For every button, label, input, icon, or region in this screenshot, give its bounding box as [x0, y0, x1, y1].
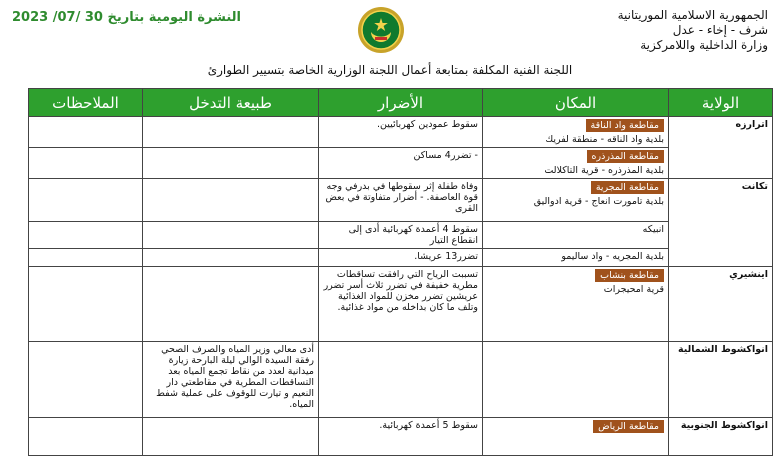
damage-cell: سقوط 5 أعمدة كهربائية.: [319, 418, 483, 456]
header-intervention: طبيعة التدخل: [143, 89, 319, 117]
district-tag: مقاطعة المجرية: [591, 181, 664, 194]
header-damage: الأضرار: [319, 89, 483, 117]
table-row: [29, 179, 773, 222]
place-cell: [483, 418, 669, 456]
wilaya-cell: اينشيري: [669, 267, 773, 342]
district-tag: مقاطعة الرياض: [593, 420, 664, 433]
wilaya-cell: اترارزه: [669, 117, 773, 179]
damage-cell: سقوط 4 أعمدة كهربائية أدى إلى انقطاع التيار: [319, 222, 483, 249]
wilaya-cell: تكانت: [669, 179, 773, 267]
notes-cell: [29, 179, 143, 222]
header-place: المكان: [483, 89, 669, 117]
table-row: [29, 222, 773, 249]
place-name: بلدية المجريه - واد ساليمو: [561, 251, 664, 262]
table-row: [29, 418, 773, 456]
intervention-cell: [143, 148, 319, 179]
damage-cell: تسببت الرياح التي رافقت تساقطات مطرية خفيفة في تضرر ثلاث أسر تضرر عريشين تضرر مخزن للمواد الغذائية وتلف ما كان بداخله من مواد غذائية.: [319, 267, 483, 342]
intervention-cell: [143, 179, 319, 222]
place-name: بلدية تامورت انعاج - قرية ادواليق: [533, 196, 664, 207]
damage-cell: - تضرر4 مساكن: [319, 148, 483, 179]
district-tag: مقاطعة واد الناقة: [586, 119, 664, 132]
damage-cell: سقوط عمودين كهربائيين.: [319, 117, 483, 148]
intervention-cell: [143, 117, 319, 148]
place-name: قرية امحيجرات: [603, 284, 664, 295]
republic-block: [618, 8, 768, 53]
damage-cell: تضرر13 عريشا.: [319, 249, 483, 267]
notes-cell: [29, 267, 143, 342]
notes-cell: [29, 342, 143, 418]
district-tag: مقاطعة بنشاب: [595, 269, 664, 282]
place-cell: [483, 342, 669, 418]
intervention-cell: [143, 249, 319, 267]
republic-name: الجمهورية الاسلامية الموريتانية: [617, 8, 768, 22]
notes-cell: [29, 117, 143, 148]
intervention-cell: [143, 418, 319, 456]
damage-cell: وفاة طفلة إثر سقوطها في بدرفي وجه قوة العاصفة. - أضرار متفاوتة في بعض القرى: [319, 179, 483, 222]
header-notes: الملاحظات: [29, 89, 143, 117]
place-cell: [483, 249, 669, 267]
place-cell: [483, 148, 669, 179]
place-name: بلدية واد الناقه - منطقة لفريك: [545, 134, 664, 145]
district-tag: مقاطعة المذرذره: [587, 150, 664, 163]
notes-cell: [29, 148, 143, 179]
place-cell: [483, 117, 669, 148]
intervention-cell: [143, 222, 319, 249]
emergency-report-table: [28, 88, 773, 456]
table-row: [29, 249, 773, 267]
place-name: انبيكه: [642, 224, 664, 235]
notes-cell: [29, 418, 143, 456]
table-row: [29, 342, 773, 418]
wilaya-cell: انواكشوط الشمالية: [669, 342, 773, 418]
bulletin-date: النشرة اليومية بتاريخ 30 /07/ 2023: [12, 10, 241, 25]
table-row: [29, 117, 773, 148]
place-cell: [483, 267, 669, 342]
notes-cell: [29, 222, 143, 249]
ministry-name: وزارة الداخلية واللامركزية: [640, 38, 768, 52]
intervention-cell: [143, 267, 319, 342]
table-header-row: [29, 89, 773, 117]
damage-cell: [319, 342, 483, 418]
table-row: [29, 148, 773, 179]
notes-cell: [29, 249, 143, 267]
header-wilaya: الولاية: [669, 89, 773, 117]
wilaya-cell: انواكشوط الجنوبية: [669, 418, 773, 456]
committee-subtitle: اللجنة الفنية المكلفة بمتابعة أعمال اللجنة الوزارية الخاصة بتسيير الطوارئ: [207, 63, 573, 77]
table-row: [29, 267, 773, 342]
intervention-cell: أدى معالي وزير المياه والصرف الصحي رفقة السيدة الوالي ليلة البارحة زيارة ميدانية لعدد من نقاط تجمع المياه بعد التساقطات المطرية في مقاطعتي دار النعيم و تيارت للوقوف على عملية شفط المياه.: [143, 342, 319, 418]
place-cell: [483, 222, 669, 249]
document-header: [0, 0, 780, 88]
place-name: بلدية المذرذره - قرية التاكلالت: [544, 165, 664, 176]
place-cell: [483, 179, 669, 222]
mauritania-emblem-icon: [357, 6, 405, 54]
national-motto: شرف - إخاء - عدل: [672, 23, 768, 37]
